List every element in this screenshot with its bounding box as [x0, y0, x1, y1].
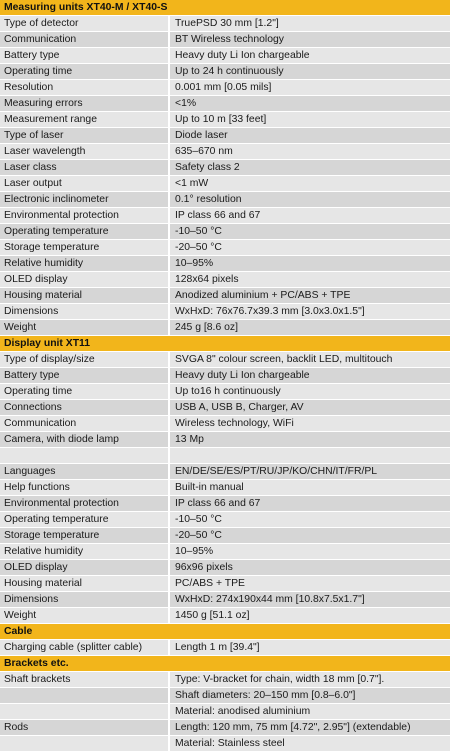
spec-row [0, 160, 450, 176]
section-header: Cable [0, 624, 450, 640]
spec-row [0, 64, 450, 80]
spec-row [0, 576, 450, 592]
spec-label: Relative humidity [0, 256, 170, 271]
spec-row [0, 688, 450, 704]
spec-label: Measurement range [0, 112, 170, 127]
spec-row [0, 256, 450, 272]
spec-value: Type: V-bracket for chain, width 18 mm [0.7"]. [175, 674, 385, 685]
spec-label: Help functions [0, 480, 170, 495]
spec-value: PC/ABS + TPE [175, 578, 245, 589]
spec-label: Relative humidity [0, 544, 170, 559]
spec-row [0, 528, 450, 544]
spec-row [0, 288, 450, 304]
spec-value: 128x64 pixels [175, 274, 239, 285]
spec-row [0, 16, 450, 32]
spec-row [0, 240, 450, 256]
spec-label: Camera, with diode lamp [0, 432, 170, 447]
spec-value: 635–670 nm [175, 146, 233, 157]
spec-row [0, 128, 450, 144]
spec-value: 0.001 mm [0.05 mils] [175, 82, 272, 93]
spec-row [0, 368, 450, 384]
spec-label [0, 448, 170, 463]
spec-label: Dimensions [0, 304, 170, 319]
spec-label: Laser wavelength [0, 144, 170, 159]
spec-value: Wireless technology, WiFi [175, 418, 294, 429]
spec-value: 10–95% [175, 546, 214, 557]
spec-label: Housing material [0, 288, 170, 303]
spec-value: -20–50 °C [175, 530, 222, 541]
spec-value: 0.1° resolution [175, 194, 242, 205]
spec-label [0, 704, 170, 719]
spec-row [0, 720, 450, 736]
spec-row [0, 704, 450, 720]
spec-label: Storage temperature [0, 528, 170, 543]
spec-row [0, 432, 450, 448]
spec-label: OLED display [0, 560, 170, 575]
spec-value: 245 g [8.6 oz] [175, 322, 238, 333]
spec-value: WxHxD: 274x190x44 mm [10.8x7.5x1.7"] [175, 594, 365, 605]
spec-value: Material: anodised aluminium [175, 706, 311, 717]
spec-value: 13 Mp [175, 434, 204, 445]
spec-row [0, 224, 450, 240]
section-header: Display unit XT11 [0, 336, 450, 352]
spec-value [170, 448, 450, 463]
spec-row [0, 192, 450, 208]
spec-row [0, 736, 450, 752]
spec-label: Environmental protection [0, 496, 170, 511]
spec-label: Weight [0, 608, 170, 623]
section-header: Brackets etc. [0, 656, 450, 672]
spec-label: OLED display [0, 272, 170, 287]
spec-row [0, 608, 450, 624]
spec-label: Type of detector [0, 16, 170, 31]
spec-label: Type of laser [0, 128, 170, 143]
spec-row [0, 304, 450, 320]
spec-row [0, 80, 450, 96]
spec-value: TruePSD 30 mm [1.2"] [175, 18, 279, 29]
spec-value: Length 1 m [39.4"] [175, 642, 260, 653]
spec-row [0, 512, 450, 528]
spec-value: <1% [175, 98, 197, 109]
spec-value: -10–50 °C [175, 226, 222, 237]
spec-value: Up to 24 h continuously [175, 66, 284, 77]
spec-value: Material: Stainless steel [175, 738, 285, 749]
spec-label: Operating time [0, 384, 170, 399]
spec-value: USB A, USB B, Charger, AV [175, 402, 304, 413]
spec-label: Electronic inclinometer [0, 192, 170, 207]
spec-label: Shaft brackets [0, 672, 170, 687]
spec-row [0, 384, 450, 400]
spec-value: Shaft diameters: 20–150 mm [0.8–6.0"] [175, 690, 356, 701]
spec-value: Heavy duty Li Ion chargeable [175, 370, 310, 381]
spec-row [0, 592, 450, 608]
spec-value: IP class 66 and 67 [175, 210, 261, 221]
spec-label: Connections [0, 400, 170, 415]
spec-row [0, 640, 450, 656]
spec-value: -20–50 °C [175, 242, 222, 253]
spec-row [0, 416, 450, 432]
spec-value: WxHxD: 76x76.7x39.3 mm [3.0x3.0x1.5"] [175, 306, 365, 317]
spec-row [0, 96, 450, 112]
spec-value: Safety class 2 [175, 162, 240, 173]
spec-value: EN/DE/SE/ES/PT/RU/JP/KO/CHN/IT/FR/PL [175, 466, 378, 477]
spec-label: Communication [0, 416, 170, 431]
spec-label: Rods [0, 720, 170, 735]
spec-value: Diode laser [175, 130, 228, 141]
spec-row [0, 672, 450, 688]
spec-label: Operating temperature [0, 512, 170, 527]
spec-label: Type of display/size [0, 352, 170, 367]
spec-label: Resolution [0, 80, 170, 95]
spec-row [0, 176, 450, 192]
section-header: Measuring units XT40-M / XT40-S [0, 0, 450, 16]
spec-label: Laser class [0, 160, 170, 175]
spec-value: BT Wireless technology [175, 34, 284, 45]
spec-value: Built-in manual [175, 482, 244, 493]
spec-label: Housing material [0, 576, 170, 591]
spec-value: Anodized aluminium + PC/ABS + TPE [175, 290, 351, 301]
spec-label [0, 736, 170, 751]
spec-value: 1450 g [51.1 oz] [175, 610, 250, 621]
spec-row [0, 400, 450, 416]
spec-row [0, 112, 450, 128]
spec-label: Operating time [0, 64, 170, 79]
spec-label: Languages [0, 464, 170, 479]
spec-value: Length: 120 mm, 75 mm [4.72", 2.95"] (extendable) [175, 722, 411, 733]
spec-label: Measuring errors [0, 96, 170, 111]
spec-row [0, 144, 450, 160]
spec-label: Storage temperature [0, 240, 170, 255]
spec-row [0, 32, 450, 48]
spec-row [0, 320, 450, 336]
spec-label: Dimensions [0, 592, 170, 607]
spec-value: SVGA 8" colour screen, backlit LED, multitouch [175, 354, 393, 365]
spec-value: 10–95% [175, 258, 214, 269]
spec-label: Communication [0, 32, 170, 47]
spec-row [0, 464, 450, 480]
spec-value: <1 mW [175, 178, 209, 189]
spec-value: -10–50 °C [175, 514, 222, 525]
spec-label: Battery type [0, 48, 170, 63]
spec-row [0, 560, 450, 576]
spec-row [0, 352, 450, 368]
spec-value: Up to16 h continuously [175, 386, 281, 397]
spec-label: Environmental protection [0, 208, 170, 223]
spec-value: IP class 66 and 67 [175, 498, 261, 509]
spec-value: Up to 10 m [33 feet] [175, 114, 267, 125]
spec-label: Laser output [0, 176, 170, 191]
spec-label: Charging cable (splitter cable) [0, 640, 170, 655]
spec-label [0, 688, 170, 703]
spec-row [0, 496, 450, 512]
spec-row [0, 272, 450, 288]
spec-value: Heavy duty Li Ion chargeable [175, 50, 310, 61]
spec-row [0, 480, 450, 496]
spec-row [0, 544, 450, 560]
spec-label: Battery type [0, 368, 170, 383]
spec-row [0, 48, 450, 64]
spec-row [0, 448, 450, 464]
spec-label: Operating temperature [0, 224, 170, 239]
spec-row [0, 208, 450, 224]
spec-label: Weight [0, 320, 170, 335]
spec-value: 96x96 pixels [175, 562, 233, 573]
